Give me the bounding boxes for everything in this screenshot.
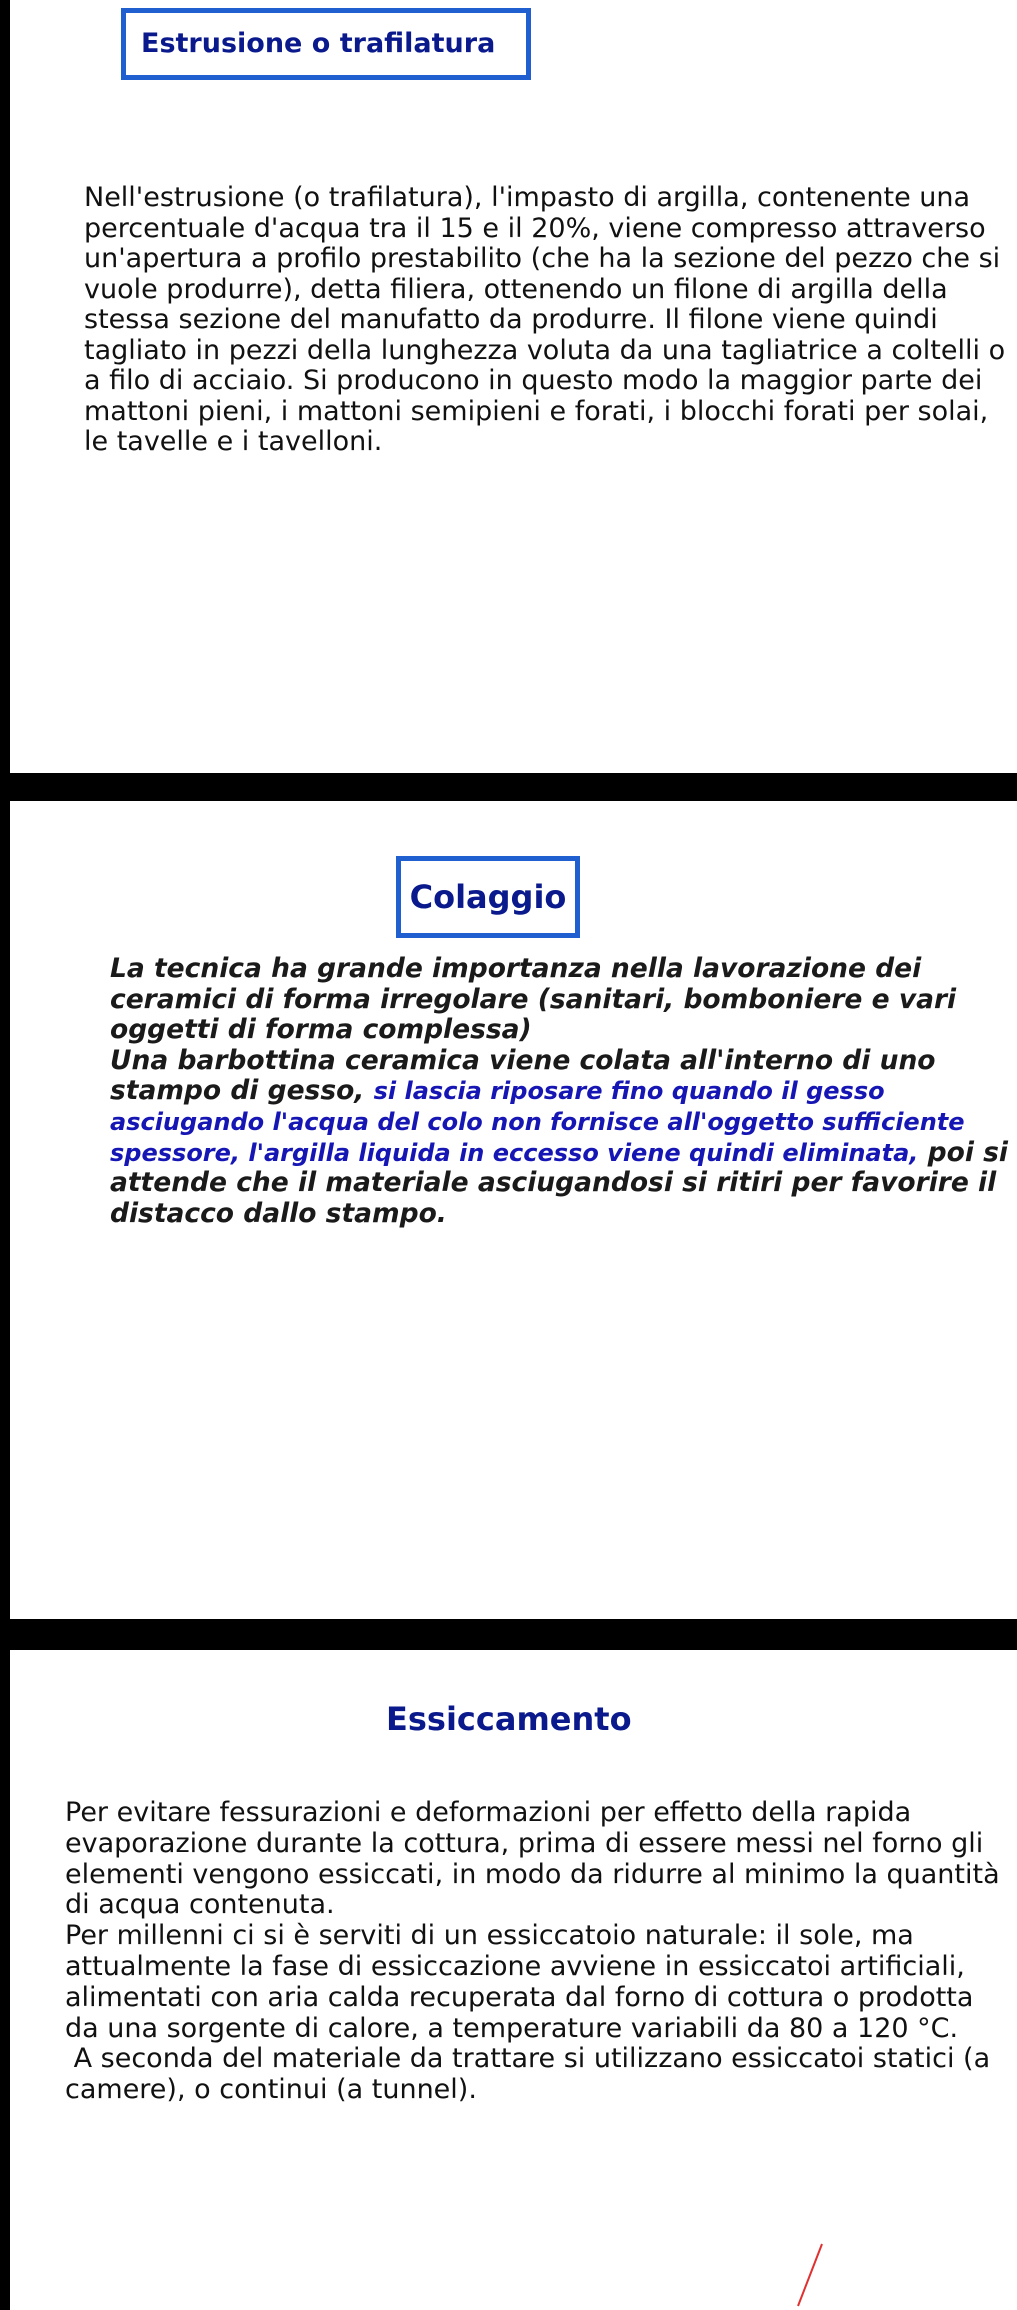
body-text-end: poi si attende che il materiale asciugandosi si ritiri per favorire il distacco dallo stampo. xyxy=(110,1136,1008,1229)
slide-colaggio xyxy=(10,801,1017,1619)
section-body xyxy=(110,954,1010,1229)
section-title: Essiccamento xyxy=(386,1700,632,1738)
intro-text: La tecnica ha grande importanza nella lavorazione dei ceramici di forma irregolare (sanitari, bomboniere e vari oggetti di forma complessa) xyxy=(110,953,957,1046)
slide-estrusione xyxy=(10,0,1017,773)
pen-annotation-mark xyxy=(788,2240,828,2310)
paragraph-3: A seconda del materiale da trattare si utilizzano essiccatoi statici (a camere), o continui (a tunnel). xyxy=(65,2043,991,2106)
paragraph-2: Per millenni ci si è serviti di un essiccatoio naturale: il sole, ma attualmente la fase di essiccazione avviene in essiccatoi artificiali, alimentati con aria calda recuperata dal forno di cottura o prodotta da una sorgente di calore, a temperature variabili da 80 a 120 °C. xyxy=(65,1920,974,2044)
section-body: Nell'estrusione (o trafilatura), l'impasto di argilla, contenente una percentuale d'acqua tra il 15 e il 20%, viene compresso attraverso un'apertura a profilo prestabilito (che ha la sezione del pezzo che si vuole produrre), detta filiera, ottenendo un filone di argilla della stessa sezione del manufatto da produrre. Il filone viene quindi tagliato in pezzi della lunghezza voluta da una tagliatrice a coltelli o a filo di acciaio. Si producono in questo modo la maggior parte dei mattoni pieni, i mattoni semipieni e forati, i blocchi forati per solai, le tavelle e i tavelloni. xyxy=(84,182,1006,457)
section-title: Estrusione o trafilatura xyxy=(121,8,531,80)
section-body xyxy=(65,1798,1015,2106)
body-text-highlight: si lascia riposare fino quando il gesso asciugando l'acqua del colo non fornisce all'oggetto sufficiente spessore, l'argilla liquida in eccesso viene quindi eliminata, xyxy=(110,1077,965,1167)
body-text-start: Una barbottina ceramica viene colata all'interno di uno stampo di gesso, xyxy=(110,1044,936,1107)
section-title: Colaggio xyxy=(396,856,580,938)
paragraph-1: Per evitare fessurazioni e deformazioni per effetto della rapida evaporazione durante la cottura, prima di essere messi nel forno gli elementi vengono essiccati, in modo da ridurre al minimo la quantità di acqua contenuta. xyxy=(65,1797,1000,1921)
pen-stroke xyxy=(798,2244,822,2306)
slide-essiccamento xyxy=(10,1650,1017,2310)
